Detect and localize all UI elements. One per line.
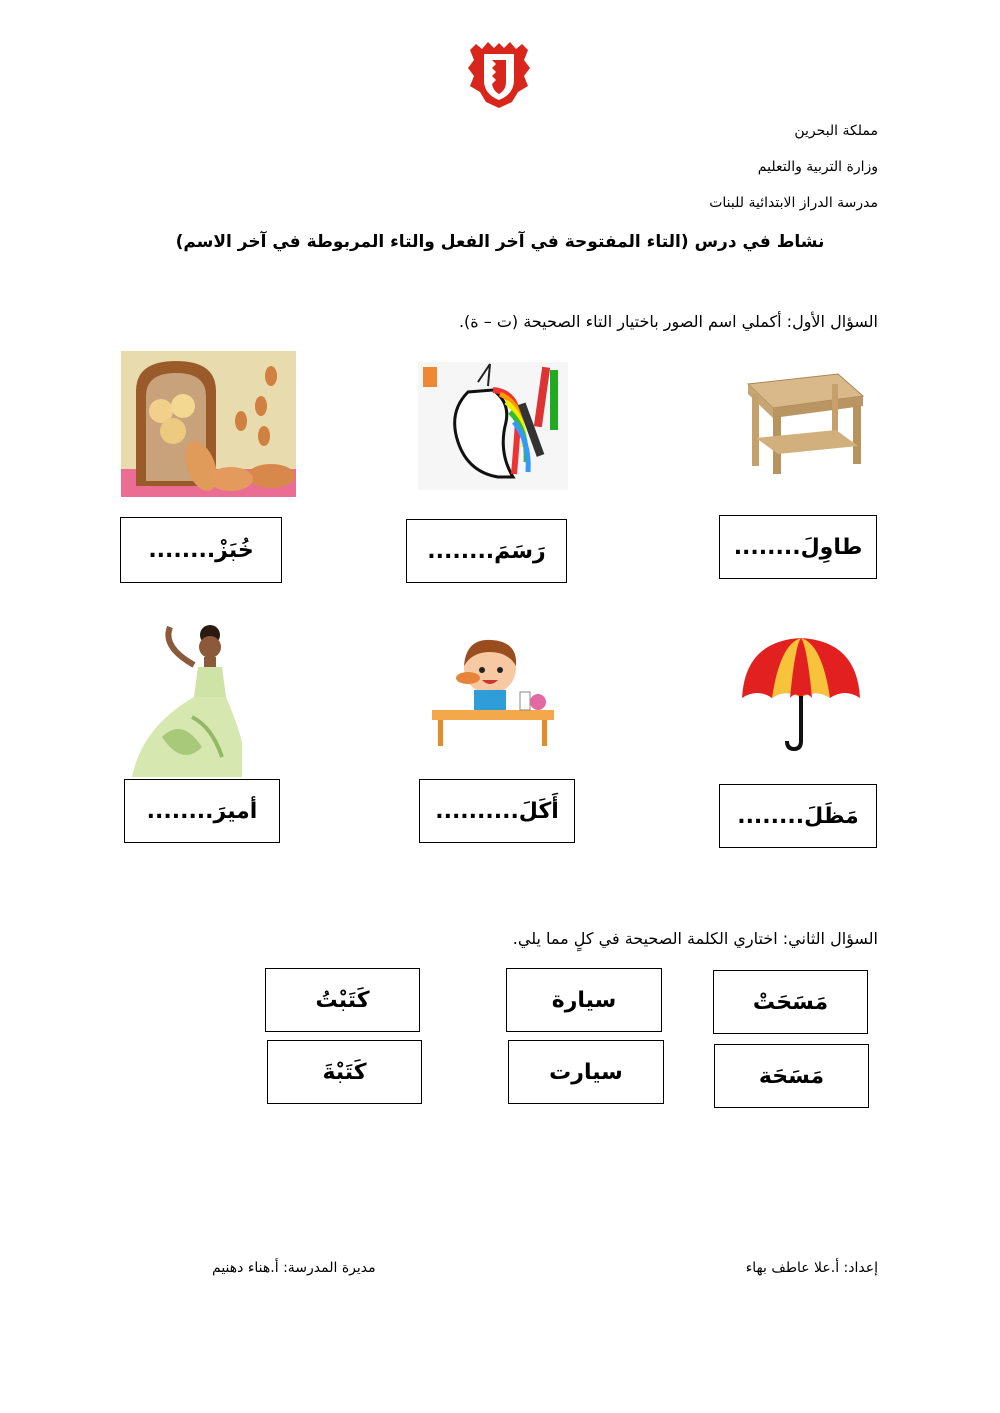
word-box-ate[interactable]	[419, 779, 575, 843]
bread-image	[121, 351, 296, 497]
unicorn-drawing-image	[418, 362, 568, 490]
option-text: كَتَبْتُ	[315, 987, 370, 1013]
option-wiped-noun[interactable]	[714, 1044, 869, 1108]
kingdom-label: مملكة البحرين	[794, 123, 878, 139]
word-umbrella: مَظَلَ........	[737, 803, 859, 829]
option-text: مَسَحَة	[758, 1063, 825, 1089]
umbrella-image	[740, 636, 862, 754]
ministry-label: وزارة التربية والتعليم	[757, 159, 878, 175]
word-princess: أميرَ........	[146, 798, 258, 824]
princess-image	[122, 617, 242, 777]
option-wiped-verb[interactable]	[713, 970, 868, 1034]
option-text: مَسَحَتْ	[752, 989, 829, 1015]
word-drew: رَسَمَ........	[427, 538, 546, 564]
option-wrote-wrong[interactable]	[267, 1040, 422, 1104]
option-text: كَتَبْةَ	[322, 1059, 367, 1085]
option-text: سيارة	[551, 987, 617, 1013]
principal: مديرة المدرسة: أ.هناء دهنيم	[212, 1260, 376, 1276]
word-box-table[interactable]	[719, 515, 877, 579]
word-box-princess[interactable]	[124, 779, 280, 843]
word-box-umbrella[interactable]	[719, 784, 877, 848]
bahrain-emblem	[462, 40, 536, 110]
prepared-by: إعداد: أ.علا عاطف بهاء	[745, 1260, 878, 1276]
word-bread: خُبَزْ........	[148, 537, 254, 563]
school-label: مدرسة الدراز الابتدائية للبنات	[709, 195, 878, 211]
option-wrote-correct[interactable]	[265, 968, 420, 1032]
word-ate: أَكَلَ..........	[435, 798, 559, 824]
option-car-correct[interactable]	[506, 968, 662, 1032]
question-1-prompt: السؤال الأول: أكملي اسم الصور باختيار التاء الصحيحة (ت – ة).	[458, 312, 878, 331]
word-box-drew[interactable]	[406, 519, 567, 583]
word-table: طاوِلَ........	[733, 534, 863, 560]
option-car-wrong[interactable]	[508, 1040, 664, 1104]
table-image	[728, 366, 868, 476]
word-box-bread[interactable]	[120, 517, 282, 583]
question-2-prompt: السؤال الثاني: اختاري الكلمة الصحيحة في كلٍ مما يلي.	[512, 929, 878, 948]
page-title: نشاط في درس (التاء المفتوحة في آخر الفعل والتاء المربوطة في آخر الاسم)	[175, 232, 825, 252]
child-eating-image	[430, 630, 556, 748]
option-text: سيارت	[549, 1059, 623, 1085]
